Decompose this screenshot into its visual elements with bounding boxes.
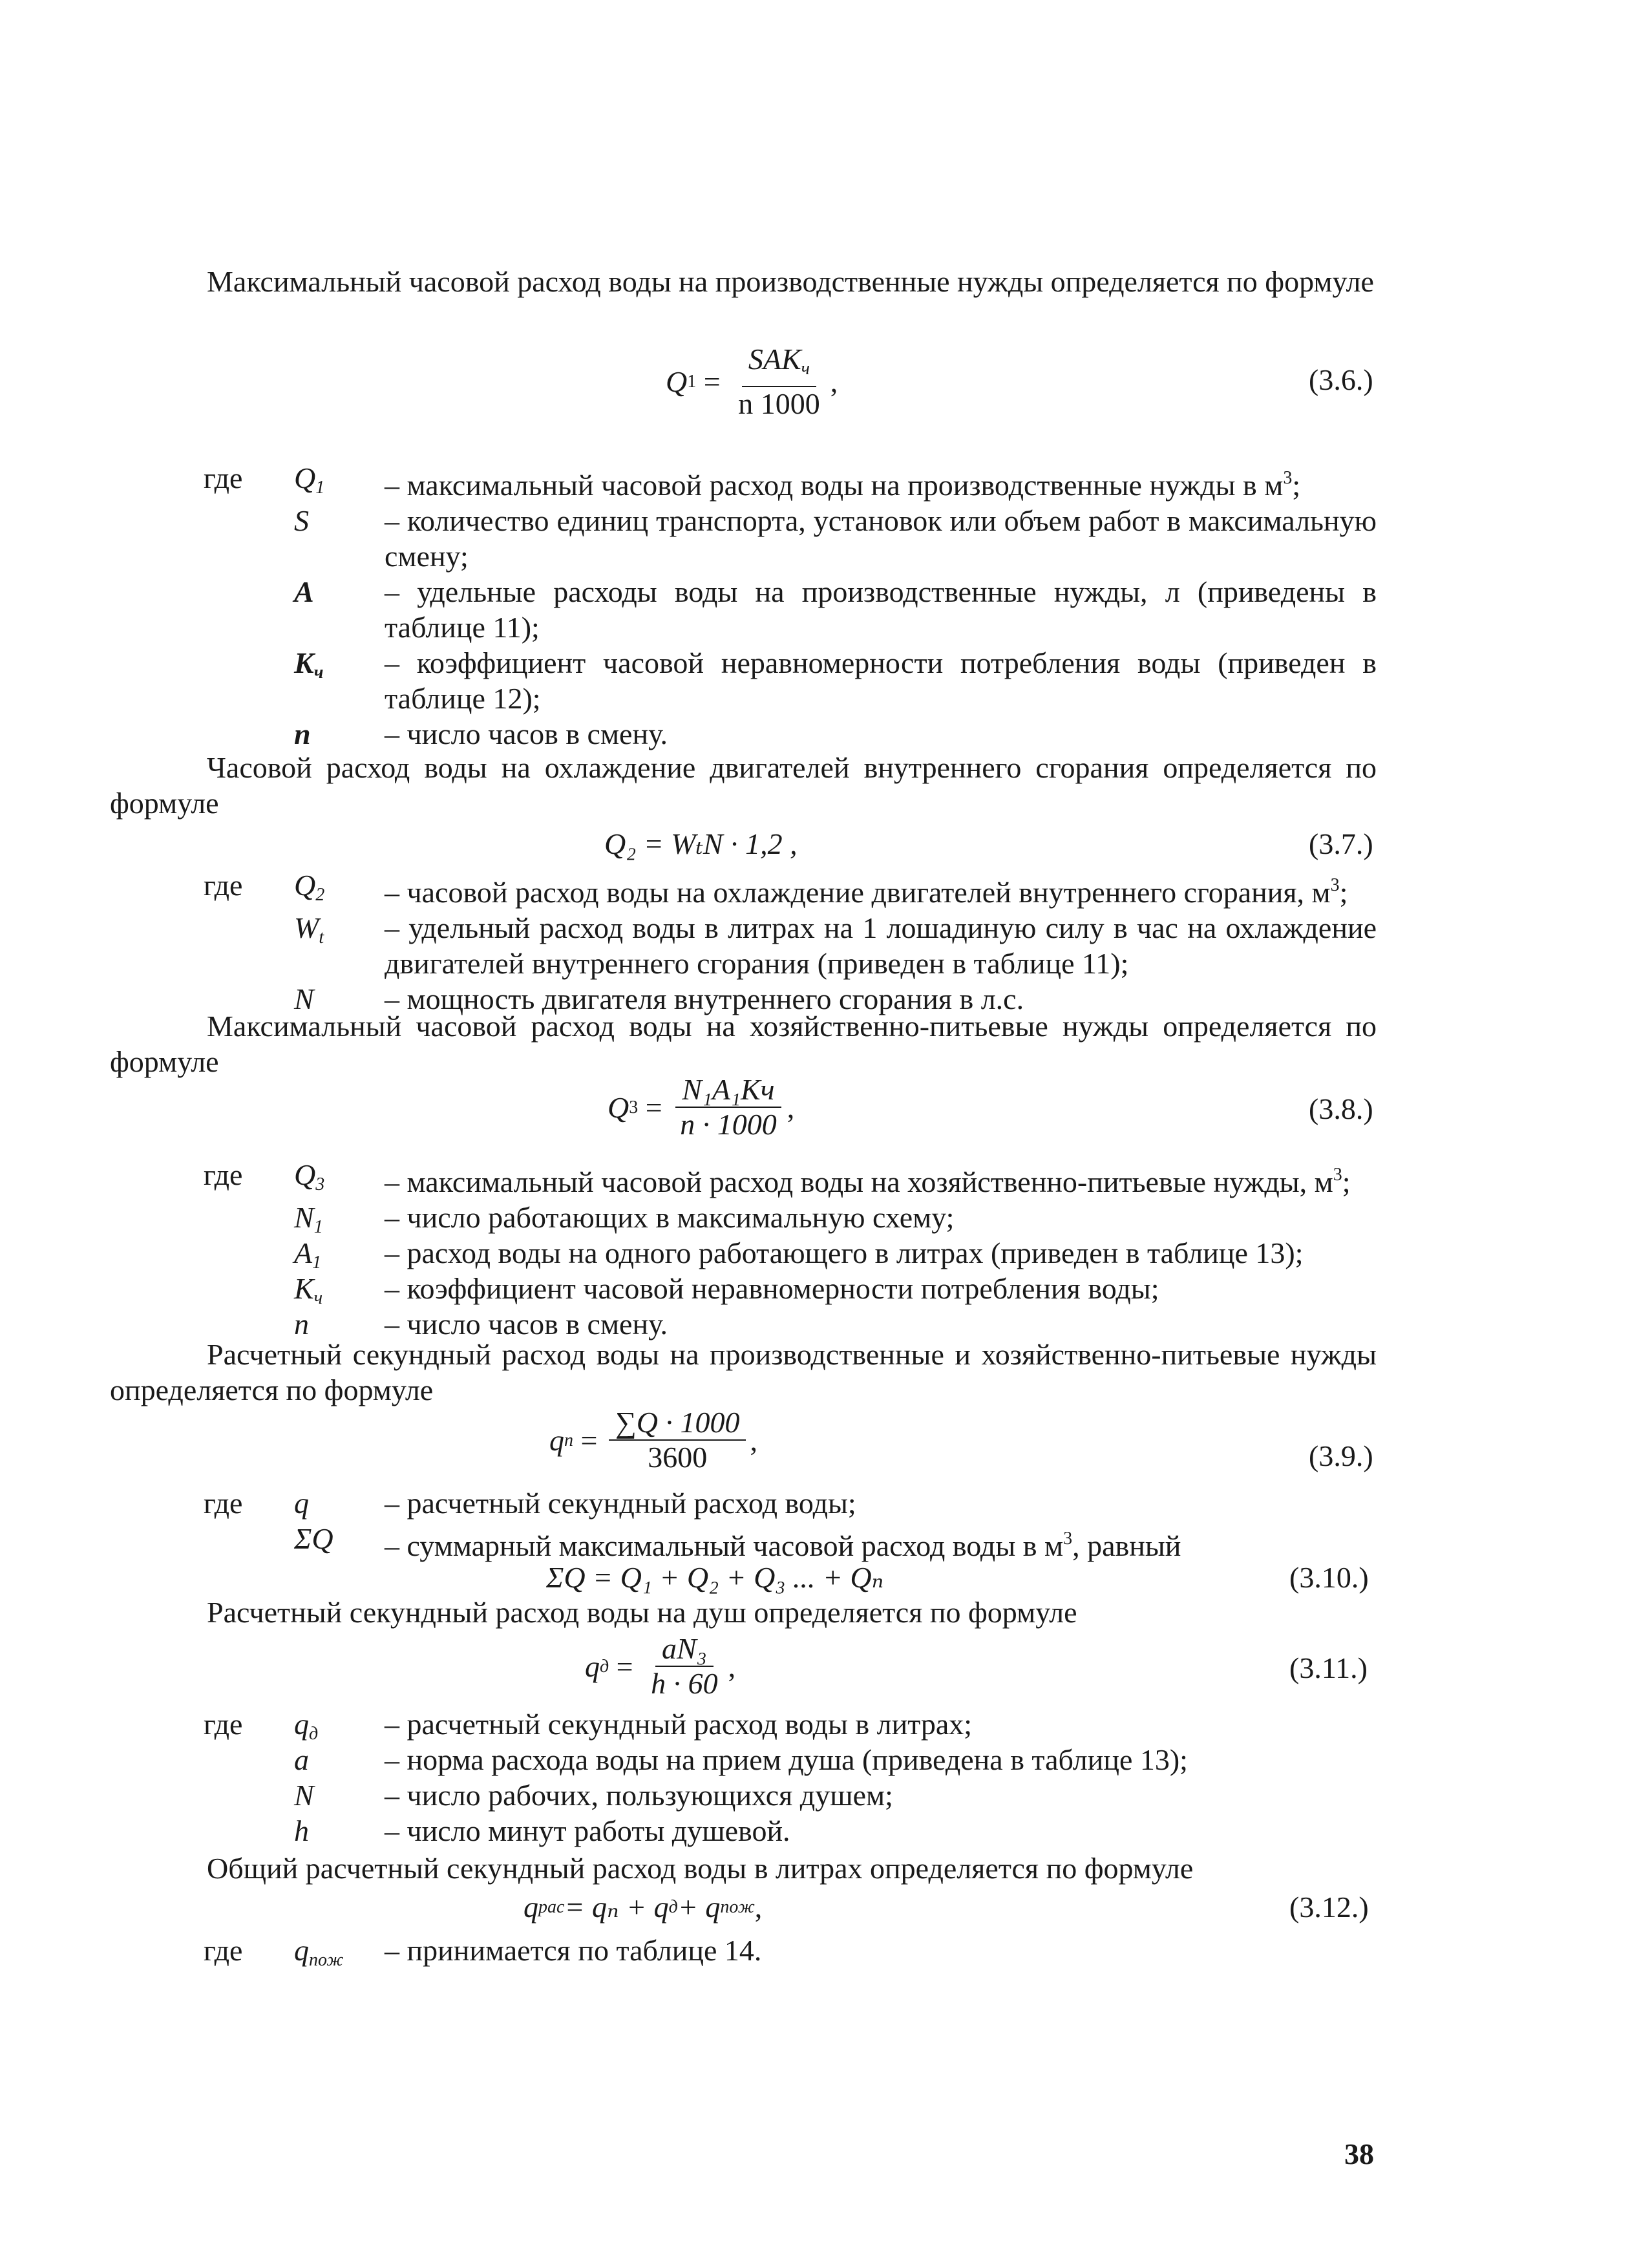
formula-3-10: ΣQ = Q₁ + Q₂ + Q₃ ... + Qₙ [546,1561,884,1594]
formula-3-11: q д = $\frac{\text{aN₃}}{h \cdot 60}$ , [585,1632,736,1700]
definition-A: A – удельные расходы воды на производственные нужды, л (приведены в таблице 11); [294,575,1377,644]
definition-a: a – норма расхода воды на прием душа (приведена в таблице 13); [294,1743,1188,1776]
paragraph-1: Максимальный часовой расход воды на производственные нужды определяется по формуле [207,265,1374,298]
definition-N1: $N_1$ – число работающих в максимальную схему; [294,1201,955,1237]
definition-N-shower: N – число рабочих, пользующихся душем; [294,1779,893,1812]
formula-3-9: q п = $\frac{\sum Q \cdot 1000}{3600}$ , [549,1406,757,1474]
definitions-3-7 [204,867,1377,1017]
definition-h: h – число минут работы душевой. [294,1814,790,1847]
definition-Q2: где $Q_2$ – часовой расход воды на охлаждение двигателей внутреннего сгорания, $м^3$; [204,869,1348,909]
paragraph-3: Максимальный часовой расход воды на хозяйственно-питьевые нужды определяется по формуле [110,1010,1377,1078]
definition-Q3: где $Q_3$ – максимальный часовой расход воды на хозяйственно-питьевые нужды, $м^3$; [204,1158,1351,1198]
definition-Kch: $K_ч$ – коэффициент часовой неравномерности потребления воды (приведен в таблице 12); [294,646,1377,715]
formula-3-6: Q 1 = $\frac{SAK_ч}{n 1000}$ , [666,343,838,420]
definition-qd: где $q_д$ – расчетный секундный расход воды в литрах; [204,1708,973,1744]
equation-number-3-11: (3.11.) [1289,1651,1368,1684]
definition-n: n – число часов в смену. [294,717,668,750]
equation-number-3-7: (3.7.) [1309,827,1373,860]
definition-A1: $A_1$ – расход воды на одного работающего в литрах (приведен в таблице 13); [294,1236,1304,1273]
equation-number-3-8: (3.8.) [1309,1092,1373,1125]
definition-S: S – количество единиц транспорта, установок или объем работ в максимальную смену; [294,504,1377,573]
formula-3-12: q рас = qₙ + q д + q пож , [523,1891,763,1924]
definition-n-2: n – число часов в смену. [294,1308,668,1341]
equation-number-3-6: (3.6.) [1309,363,1373,396]
page-number: 38 [1344,2137,1374,2170]
paragraph-5: Расчетный секундный расход воды на душ определяется по формуле [207,1596,1077,1629]
definitions-3-9 [204,1485,1377,1563]
definition-Q1: где $Q_1$ – максимальный часовой расход воды на производственные нужды в $м^3$; [204,461,1301,502]
definition-Wt: $W_t$ – удельный расход воды в литрах на 1 лошадиную силу в час на охлаждение двигателей внутреннего сгорания (приведен в таблице 11); [294,911,1377,980]
definition-Kch-2: $K_ч$ – коэффициент часовой неравномерности потребления воды; [294,1272,1159,1308]
formula-3-7: Q₂ = WₜN · 1,2 , [604,827,798,860]
equation-number-3-9: (3.9.) [1309,1439,1373,1472]
definition-q: где q – расчетный секундный расход воды; [204,1487,856,1520]
paragraph-4: Расчетный секундный расход воды на производственные и хозяйственно-питьевые нужды определяется по формуле [110,1338,1377,1406]
definitions-3-8 [204,1157,1377,1342]
definitions-3-6 [204,460,1377,752]
equation-number-3-12: (3.12.) [1289,1891,1369,1924]
definition-qpozh: где $q_{пож}$ – принимается по таблице 14. [204,1934,762,1970]
paragraph-2: Часовой расход воды на охлаждение двигателей внутреннего сгорания определяется по формуле [110,751,1377,820]
definition-sumQ: ΣQ – суммарный максимальный часовой расход воды в $м^3$, равный [294,1522,1181,1562]
definitions-3-11 [204,1706,1377,1849]
paragraph-6: Общий расчетный секундный расход воды в литрах определяется по формуле [207,1852,1194,1885]
where-label: где [204,461,243,494]
definition-N: N – мощность двигателя внутреннего сгорания в л.с. [294,982,1024,1015]
definitions-3-12 [204,1933,1377,1968]
equation-number-3-10: (3.10.) [1289,1561,1369,1594]
formula-3-8: Q 3 = $\frac{\text{N₁A₁Kч}}{n \cdot 1000}$ , [608,1073,795,1141]
